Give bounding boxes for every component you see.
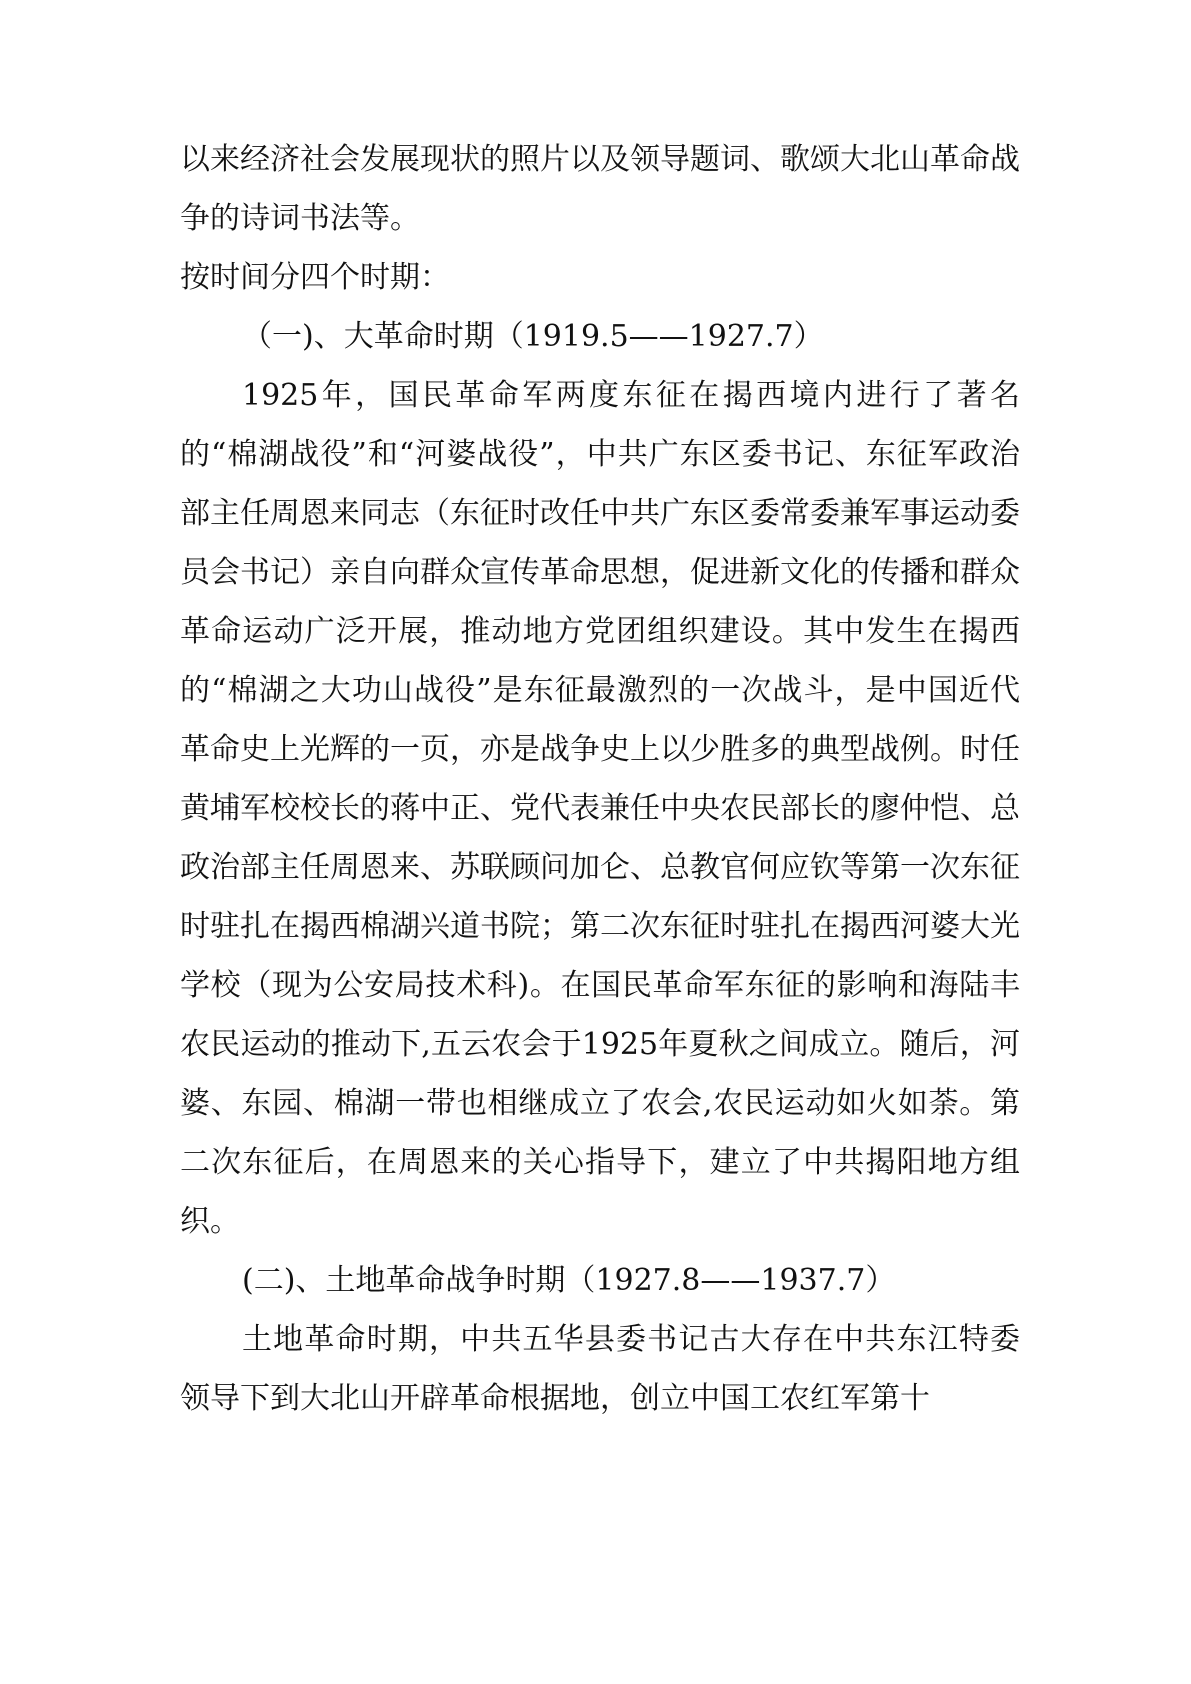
paragraph-eastern-expedition: 1925年，国民革命军两度东征在揭西境内进行了著名的“棉湖战役”和“河婆战役”，中共广东区委书记、东征军政治部主任周恩来同志（东征时改任中共广东区委常委兼军事运动委员会书记）亲自向群众宣传革命思想，促进新文化的传播和群众革命运动广泛开展，推动地方党团组织建设。其中发生在揭西的“棉湖之大功山战役”是东征最激烈的一次战斗，是中国近代革命史上光辉的一页，亦是战争史上以少胜多的典型战例。时任黄埔军校校长的蒋中正、党代表兼任中央农民部长的廖仲恺、总政治部主任周恩来、苏联顾问加仑、总教官何应钦等第一次东征时驻扎在揭西棉湖兴道书院；第二次东征时驻扎在揭西河婆大光学校（现为公安局技术科)。在国民革命军东征的影响和海陆丰农民运动的推动下,五云农会于1925年夏秋之间成立。随后，河婆、东园、棉湖一带也相继成立了农会,农民运动如火如荼。第二次东征后，在周恩来的关心指导下，建立了中共揭阳地方组织。 <box>180 378 1020 1239</box>
section-heading-agrarian-revolution: (二)、土地革命战争时期（1927.8——1937.7） <box>242 1263 896 1298</box>
document-body <box>180 130 1020 1428</box>
paragraph-continuation: 以来经济社会发展现状的照片以及领导题词、歌颂大北山革命战争的诗词书法等。 <box>180 142 1020 236</box>
section-heading-great-revolution: （一)、大革命时期（1919.5——1927.7） <box>242 319 824 354</box>
paragraph-agrarian-revolution: 土地革命时期，中共五华县委书记古大存在中共东江特委领导下到大北山开辟革命根据地，创立中国工农红军第十 <box>180 1322 1020 1416</box>
paragraph-periods-intro: 按时间分四个时期： <box>180 260 450 295</box>
